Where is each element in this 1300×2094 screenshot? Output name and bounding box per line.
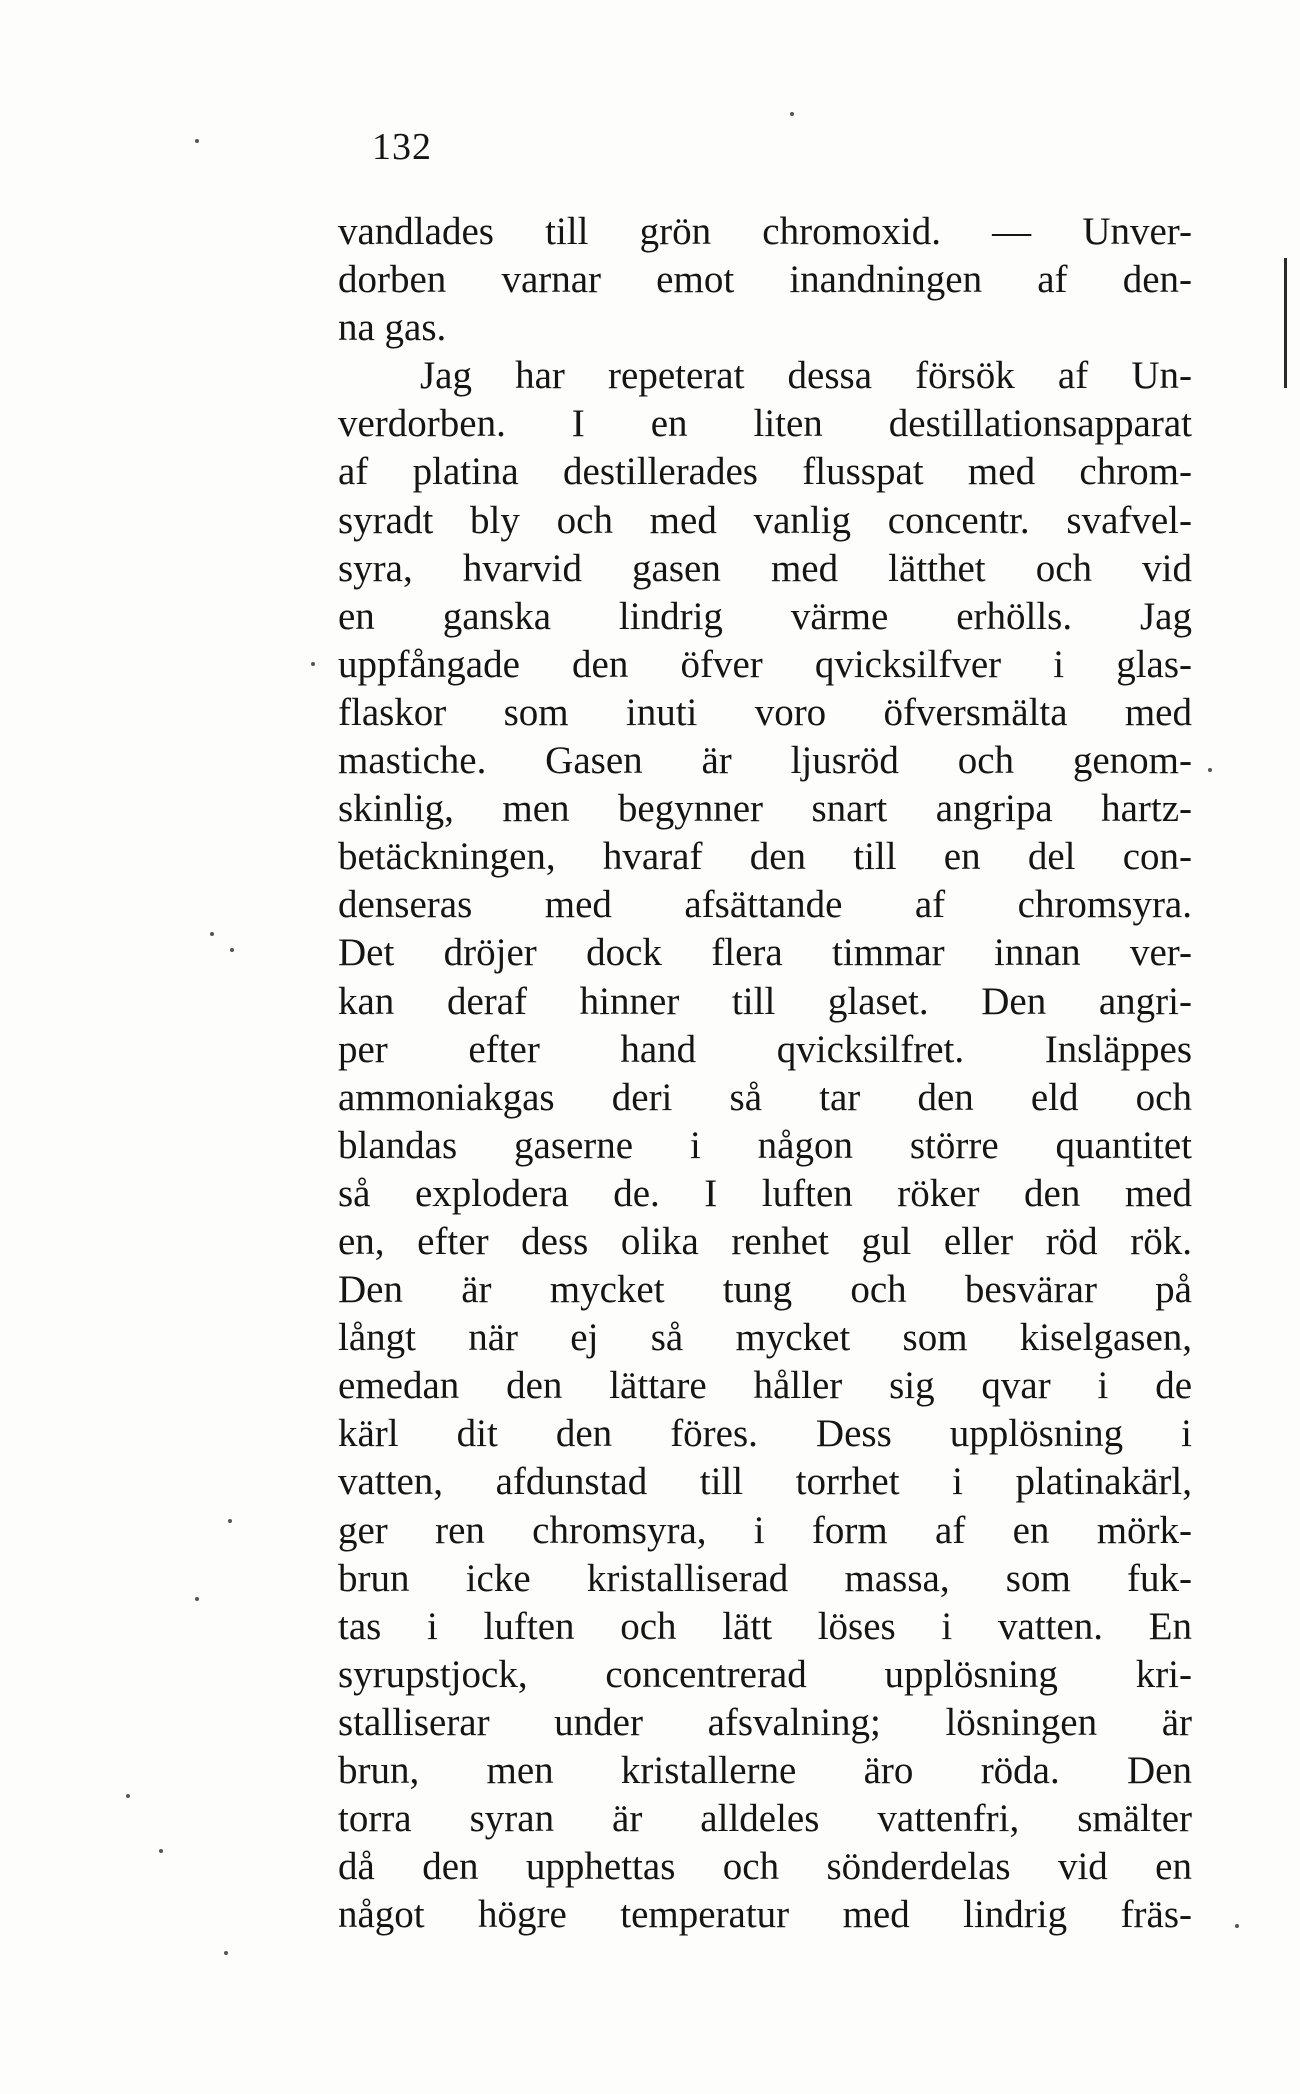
text-line: syrupstjock, concentrerad upplösning kri- bbox=[338, 1652, 1192, 1696]
text-line: kärl dit den föres. Dess upplösning i bbox=[338, 1412, 1192, 1456]
paper-speck bbox=[230, 948, 234, 952]
text-line: flaskor som inuti voro öfversmälta med bbox=[338, 690, 1192, 734]
text-line: vatten, afdunstad till torrhet i platinakärl, bbox=[338, 1460, 1192, 1504]
text-line: per efter hand qvicksilfret. Insläppes bbox=[338, 1027, 1192, 1071]
text-line: kan deraf hinner till glaset. Den angri- bbox=[338, 979, 1192, 1023]
text-line: mastiche. Gasen är ljusröd och genom- bbox=[338, 739, 1192, 783]
text-line: blandas gaserne i någon större quantitet bbox=[338, 1123, 1192, 1167]
text-line: något högre temperatur med lindrig fräs- bbox=[338, 1893, 1192, 1937]
text-line: då den upphettas och sönderdelas vid en bbox=[338, 1845, 1192, 1889]
text-line: tas i luften och lätt löses i vatten. En bbox=[338, 1604, 1192, 1648]
text-line: så explodera de. I luften röker den med bbox=[338, 1171, 1192, 1215]
body-text bbox=[338, 208, 1192, 1939]
text-line: syra, hvarvid gasen med lätthet och vid bbox=[338, 546, 1192, 590]
paper-speck bbox=[1208, 768, 1212, 772]
paper-speck bbox=[311, 662, 315, 666]
text-line: brun icke kristalliserad massa, som fuk- bbox=[338, 1556, 1192, 1600]
page-edge-shadow bbox=[1284, 258, 1287, 388]
text-line: dorben varnar emot inandningen af den- bbox=[338, 258, 1192, 302]
text-line: en, efter dess olika renhet gul eller röd rök. bbox=[338, 1219, 1192, 1263]
text-line: långt när ej så mycket som kiselgasen, bbox=[338, 1316, 1192, 1360]
text-line: af platina destillerades flusspat med chrom- bbox=[338, 450, 1192, 494]
text-line: stalliserar under afsvalning; lösningen är bbox=[338, 1700, 1192, 1744]
paper-speck bbox=[790, 112, 794, 116]
text-line: en ganska lindrig värme erhölls. Jag bbox=[338, 594, 1192, 638]
text-line: Den är mycket tung och besvärar på bbox=[338, 1268, 1192, 1312]
paper-speck bbox=[228, 1519, 232, 1523]
paper-speck bbox=[224, 1951, 228, 1955]
text-line: ger ren chromsyra, i form af en mörk- bbox=[338, 1508, 1192, 1552]
text-line: denseras med afsättande af chromsyra. bbox=[338, 883, 1192, 927]
text-line: verdorben. I en liten destillationsapparat bbox=[338, 402, 1192, 446]
paper-speck bbox=[126, 1794, 130, 1798]
text-line: skinlig, men begynner snart angripa hartz- bbox=[338, 787, 1192, 831]
paper-speck bbox=[210, 932, 214, 936]
text-line: Det dröjer dock flera timmar innan ver- bbox=[338, 931, 1192, 975]
text-line: syradt bly och med vanlig concentr. svafvel- bbox=[338, 498, 1192, 542]
page-number: 132 bbox=[372, 126, 432, 168]
text-line: na gas. bbox=[338, 306, 447, 350]
text-line: brun, men kristallerne äro röda. Den bbox=[338, 1749, 1192, 1792]
text-line: torra syran är alldeles vattenfri, smälter bbox=[338, 1797, 1192, 1841]
text-line: emedan den lättare håller sig qvar i de bbox=[338, 1364, 1192, 1408]
text-line: vandlades till grön chromoxid. — Unver- bbox=[338, 210, 1192, 253]
paper-speck bbox=[159, 1849, 163, 1853]
paper-speck bbox=[195, 139, 199, 143]
text-line: Jag har repeterat dessa försök af Un- bbox=[420, 354, 1192, 398]
text-line: betäckningen, hvaraf den till en del con- bbox=[338, 835, 1192, 879]
text-line: uppfångade den öfver qvicksilfver i glas- bbox=[338, 642, 1192, 686]
text-line: ammoniakgas deri så tar den eld och bbox=[338, 1075, 1192, 1119]
paper-speck bbox=[195, 1597, 199, 1601]
paper-speck bbox=[1235, 1924, 1239, 1928]
